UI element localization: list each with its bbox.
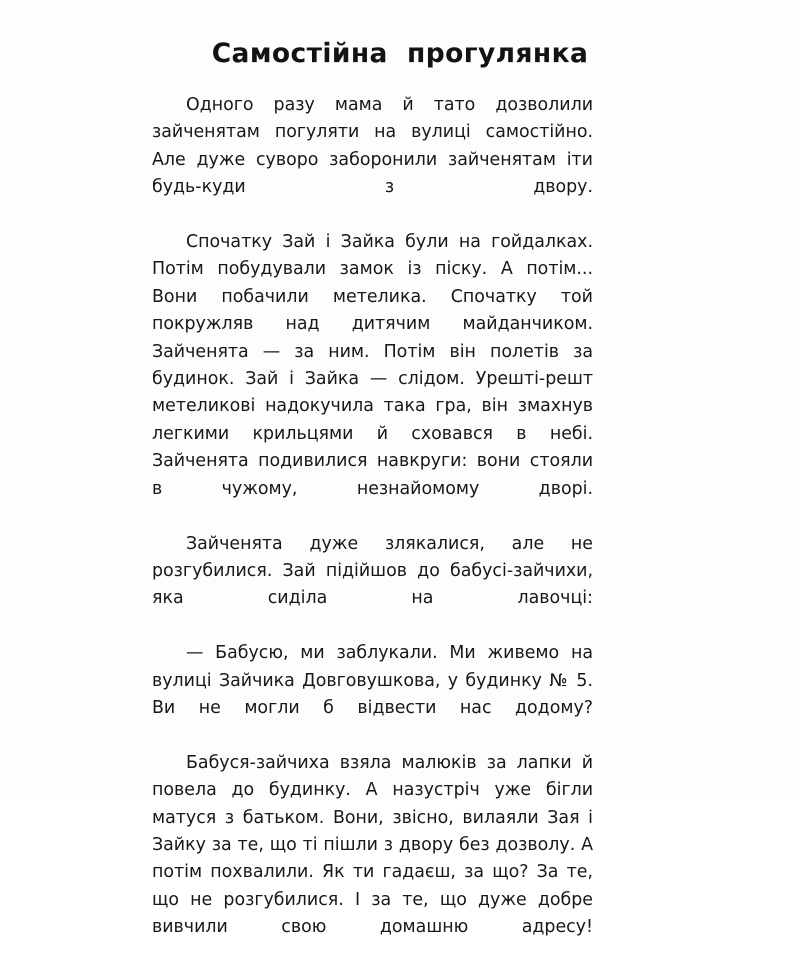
page-title: Самостійна прогулянка (211, 38, 589, 69)
paragraph: Спочатку Зай і Зайка були на гойдалках. Потім побудували замок із піску. А потім... Вони побачили метелика. Спочатку той покружляв над дитячим майданчиком. Зайченята — за ним. Потім він полетів за будинок. Зай і Зайка — слідом. Урешті-решт метеликові надокучила така гра, він змахнув легкими крильцями й сховався в небі. Зайченята подивилися навкруги: вони стояли в чужому, незнайомому дворі. (152, 232, 593, 499)
paragraph: Бабуся-зайчиха взяла малюків за лапки й повела до будинку. А назустріч уже бігли матуся з батьком. Вони, звісно, вилаяли Зая і Зайку за те, що ті пішли з двору без дозволу. А потім похвалили. Як ти гадаєш, за що? За те, що не розгубилися. І за те, що дуже добре вивчили свою домашню адресу! (152, 752, 593, 938)
paragraph: Зайченята дуже злякалися, але не розгубилися. Зай підійшов до бабусі-зайчихи, яка сиділа на лавочці: (152, 533, 593, 609)
story-body (152, 92, 593, 969)
paragraph: Одного разу мама й тато дозволили зайченятам погуляти на вулиці самостійно. Але дуже суворо заборонили зайченятам іти будь-куди з двору. (152, 95, 593, 198)
paragraph-dialogue: — Бабусю, ми заблукали. Ми живемо на вулиці Зайчика Довговушкова, у будинку № 5. Ви не могли б відвести нас додому? (152, 643, 593, 718)
